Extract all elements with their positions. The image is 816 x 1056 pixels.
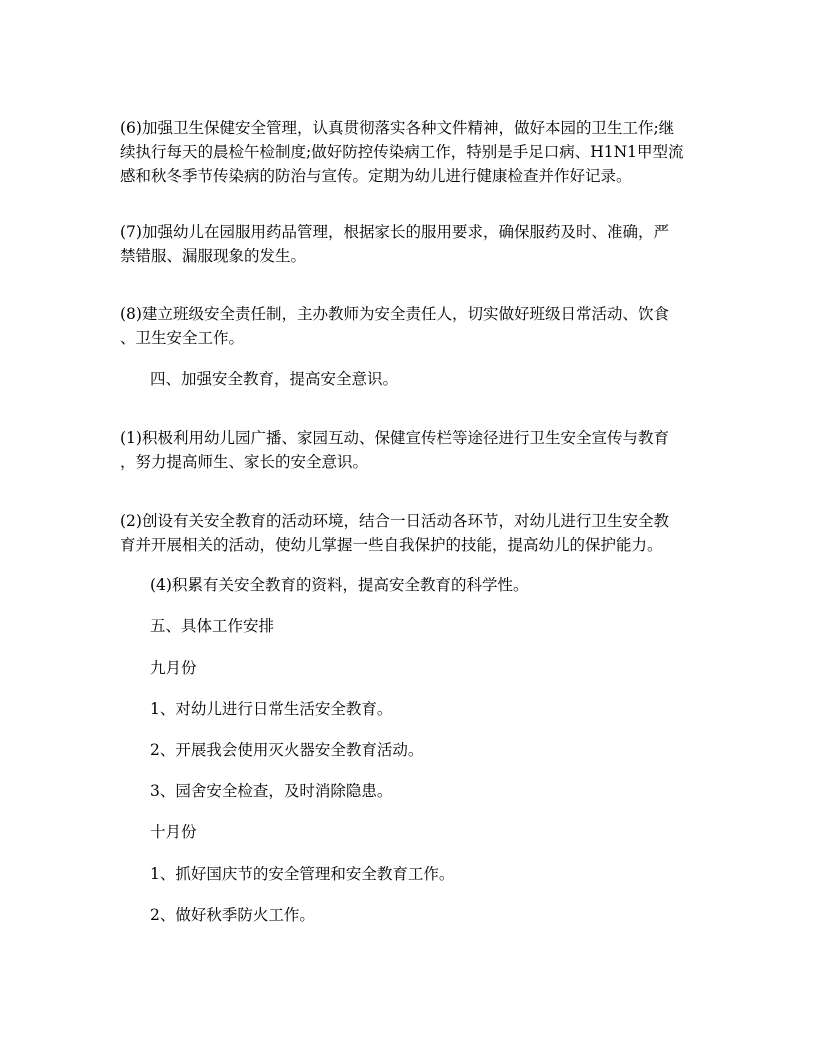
paragraph-item-8 bbox=[120, 302, 700, 350]
text-line: (7)加强幼儿在园服用药品管理，根据家长的服用要求，确保服药及时、准确，严 bbox=[120, 223, 669, 241]
text-line: 四、加强安全教育，提高安全意识。 bbox=[150, 370, 399, 388]
list-item bbox=[150, 903, 710, 927]
text-line: 五、具体工作安排 bbox=[150, 617, 275, 635]
text-line: 感和秋冬季节传染病的防治与宣传。定期为幼儿进行健康检查并作好记录。 bbox=[120, 167, 632, 185]
section-heading-4 bbox=[150, 367, 710, 391]
text-line: 3、园舍安全检查，及时消除隐患。 bbox=[150, 782, 393, 800]
text-line: 、卫生安全工作。 bbox=[120, 329, 245, 347]
text-line: 九月份 bbox=[150, 659, 197, 677]
text-line: (4)积累有关安全教育的资料，提高安全教育的科学性。 bbox=[150, 576, 529, 594]
section-heading-5 bbox=[150, 614, 710, 638]
paragraph-item-7 bbox=[120, 220, 700, 268]
paragraph-item-2 bbox=[120, 509, 700, 557]
list-item bbox=[150, 862, 710, 886]
text-line: 2、做好秋季防火工作。 bbox=[150, 906, 315, 924]
text-line: 2、开展我会使用灭火器安全教育活动。 bbox=[150, 741, 424, 759]
month-heading-october bbox=[150, 820, 710, 844]
paragraph-item-6 bbox=[120, 116, 700, 188]
text-line: 十月份 bbox=[150, 823, 197, 841]
list-item bbox=[150, 697, 710, 721]
text-line: (8)建立班级安全责任制，主办教师为安全责任人，切实做好班级日常活动、饮食 bbox=[120, 305, 669, 323]
text-line: ，努力提高师生、家长的安全意识。 bbox=[120, 453, 369, 471]
text-line: 禁错服、漏服现象的发生。 bbox=[120, 247, 307, 265]
text-line: 1、对幼儿进行日常生活安全教育。 bbox=[150, 700, 393, 718]
paragraph-item-4 bbox=[150, 573, 710, 597]
text-line: (1)积极利用幼儿园广播、家园互动、保健宣传栏等途径进行卫生安全宣传与教育 bbox=[120, 429, 669, 447]
list-item bbox=[150, 779, 710, 803]
text-line: 1、抓好国庆节的安全管理和安全教育工作。 bbox=[150, 865, 455, 883]
list-item bbox=[150, 738, 710, 762]
text-line: (6)加强卫生保健安全管理，认真贯彻落实各种文件精神，做好本园的卫生工作;继 bbox=[120, 119, 675, 137]
text-line: (2)创设有关安全教育的活动环境，结合一日活动各环节，对幼儿进行卫生安全教 bbox=[120, 512, 669, 530]
month-heading-september bbox=[150, 656, 710, 680]
paragraph-item-1 bbox=[120, 426, 700, 474]
text-line: 续执行每天的晨检午检制度;做好防控传染病工作，特别是手足口病、H1N1甲型流 bbox=[120, 143, 684, 161]
text-line: 育并开展相关的活动，使幼儿掌握一些自我保护的技能，提高幼儿的保护能力。 bbox=[120, 536, 663, 554]
